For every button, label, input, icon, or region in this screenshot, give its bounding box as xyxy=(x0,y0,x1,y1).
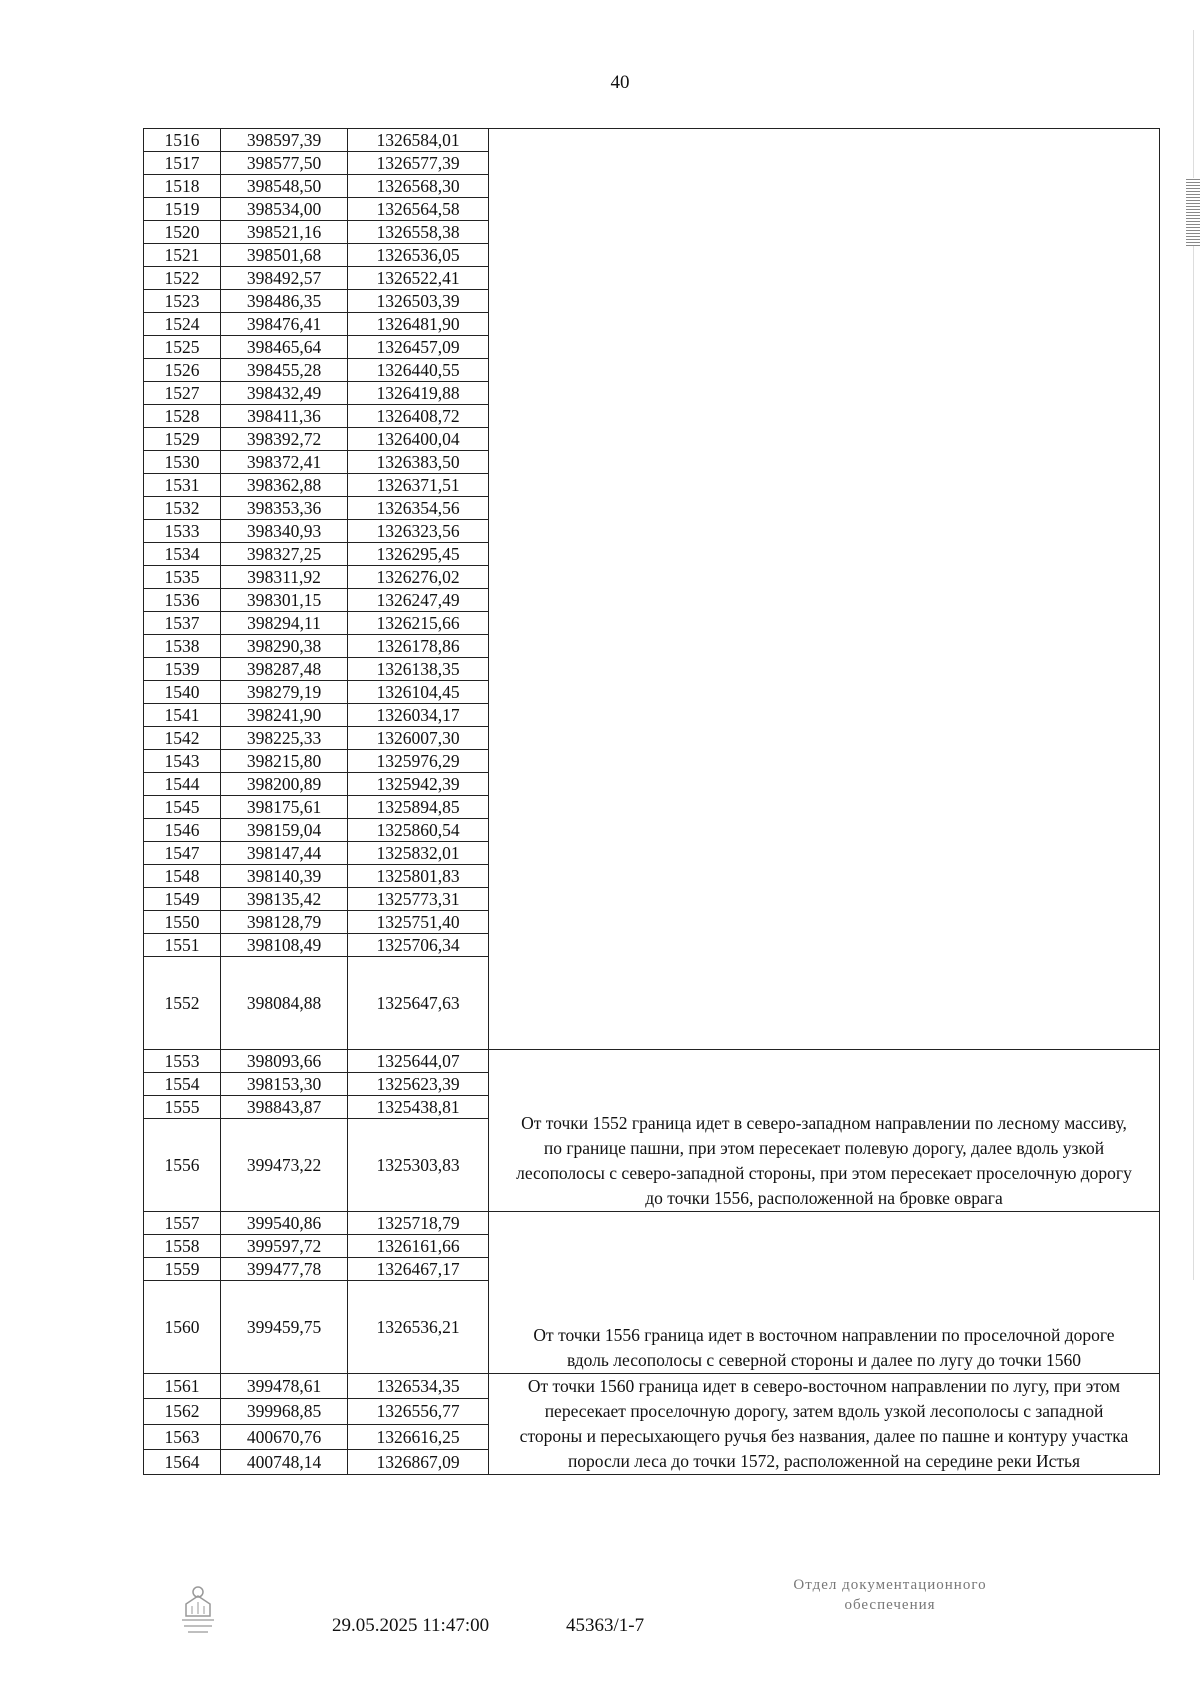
point-number: 1562 xyxy=(144,1399,221,1424)
y-coordinate: 1326408,72 xyxy=(348,405,489,428)
y-coordinate: 1325832,01 xyxy=(348,842,489,865)
x-coordinate: 398290,38 xyxy=(221,635,348,658)
y-coordinate: 1326568,30 xyxy=(348,175,489,198)
x-coordinate: 398084,88 xyxy=(221,957,348,1050)
y-coordinate: 1325894,85 xyxy=(348,796,489,819)
point-number: 1547 xyxy=(144,842,221,865)
x-coordinate: 399597,72 xyxy=(221,1235,348,1258)
point-number: 1557 xyxy=(144,1212,221,1235)
footer-datetime: 29.05.2025 11:47:00 xyxy=(332,1615,490,1636)
boundary-description: От точки 1556 граница идет в восточном направлении по проселочной дороге вдоль лесополосы с северной стороны и далее по лугу до точки 1560 xyxy=(489,1212,1160,1374)
point-number: 1528 xyxy=(144,405,221,428)
y-coordinate: 1325718,79 xyxy=(348,1212,489,1235)
y-coordinate: 1326534,35 xyxy=(348,1374,489,1399)
table-row xyxy=(144,1212,1160,1235)
y-coordinate: 1325773,31 xyxy=(348,888,489,911)
x-coordinate: 398843,87 xyxy=(221,1096,348,1119)
y-coordinate: 1326104,45 xyxy=(348,681,489,704)
x-coordinate: 398327,25 xyxy=(221,543,348,566)
x-coordinate: 398577,50 xyxy=(221,152,348,175)
point-number: 1525 xyxy=(144,336,221,359)
point-number: 1554 xyxy=(144,1073,221,1096)
point-number: 1558 xyxy=(144,1235,221,1258)
table-row xyxy=(144,1374,1160,1399)
y-coordinate: 1326323,56 xyxy=(348,520,489,543)
point-number: 1517 xyxy=(144,152,221,175)
x-coordinate: 398548,50 xyxy=(221,175,348,198)
x-coordinate: 398597,39 xyxy=(221,129,348,152)
point-number: 1538 xyxy=(144,635,221,658)
x-coordinate: 398200,89 xyxy=(221,773,348,796)
x-coordinate: 398279,19 xyxy=(221,681,348,704)
y-coordinate: 1326536,05 xyxy=(348,244,489,267)
x-coordinate: 398486,35 xyxy=(221,290,348,313)
scan-barcode-mark xyxy=(1186,178,1200,246)
y-coordinate: 1326354,56 xyxy=(348,497,489,520)
point-number: 1563 xyxy=(144,1424,221,1449)
point-number: 1549 xyxy=(144,888,221,911)
point-number: 1529 xyxy=(144,428,221,451)
y-coordinate: 1325647,63 xyxy=(348,957,489,1050)
point-number: 1518 xyxy=(144,175,221,198)
point-number: 1537 xyxy=(144,612,221,635)
x-coordinate: 398411,36 xyxy=(221,405,348,428)
y-coordinate: 1326584,01 xyxy=(348,129,489,152)
point-number: 1516 xyxy=(144,129,221,152)
y-coordinate: 1326577,39 xyxy=(348,152,489,175)
footer-doc-number: 45363/1-7 xyxy=(566,1615,645,1636)
boundary-description: От точки 1552 граница идет в северо-западном направлении по лесному массиву, по границе пашни, при этом пересекает полевую дорогу, далее вдоль узкой лесополосы с северо-западной стороны, при этом пересекает проселочную дорогу до точки 1556, расположенной на бровке оврага xyxy=(489,1050,1160,1212)
y-coordinate: 1326867,09 xyxy=(348,1449,489,1474)
x-coordinate: 398294,11 xyxy=(221,612,348,635)
y-coordinate: 1326400,04 xyxy=(348,428,489,451)
point-number: 1548 xyxy=(144,865,221,888)
x-coordinate: 398534,00 xyxy=(221,198,348,221)
y-coordinate: 1326034,17 xyxy=(348,704,489,727)
point-number: 1551 xyxy=(144,934,221,957)
x-coordinate: 398353,36 xyxy=(221,497,348,520)
stamp-line-2: обеспечения xyxy=(844,1597,936,1613)
description-empty-cell xyxy=(489,129,1160,1050)
y-coordinate: 1326161,66 xyxy=(348,1235,489,1258)
x-coordinate: 399473,22 xyxy=(221,1119,348,1212)
point-number: 1536 xyxy=(144,589,221,612)
x-coordinate: 398140,39 xyxy=(221,865,348,888)
y-coordinate: 1325706,34 xyxy=(348,934,489,957)
point-number: 1532 xyxy=(144,497,221,520)
point-number: 1524 xyxy=(144,313,221,336)
x-coordinate: 398108,49 xyxy=(221,934,348,957)
point-number: 1533 xyxy=(144,520,221,543)
y-coordinate: 1325303,83 xyxy=(348,1119,489,1212)
y-coordinate: 1326556,77 xyxy=(348,1399,489,1424)
x-coordinate: 398225,33 xyxy=(221,727,348,750)
point-number: 1519 xyxy=(144,198,221,221)
x-coordinate: 398372,41 xyxy=(221,451,348,474)
y-coordinate: 1326481,90 xyxy=(348,313,489,336)
x-coordinate: 398501,68 xyxy=(221,244,348,267)
x-coordinate: 398476,41 xyxy=(221,313,348,336)
x-coordinate: 398215,80 xyxy=(221,750,348,773)
x-coordinate: 398135,42 xyxy=(221,888,348,911)
point-number: 1553 xyxy=(144,1050,221,1073)
point-number: 1526 xyxy=(144,359,221,382)
y-coordinate: 1326467,17 xyxy=(348,1258,489,1281)
point-number: 1531 xyxy=(144,474,221,497)
y-coordinate: 1326178,86 xyxy=(348,635,489,658)
x-coordinate: 398521,16 xyxy=(221,221,348,244)
point-number: 1540 xyxy=(144,681,221,704)
x-coordinate: 400670,76 xyxy=(221,1424,348,1449)
x-coordinate: 399968,85 xyxy=(221,1399,348,1424)
y-coordinate: 1325438,81 xyxy=(348,1096,489,1119)
y-coordinate: 1325860,54 xyxy=(348,819,489,842)
point-number: 1555 xyxy=(144,1096,221,1119)
point-number: 1521 xyxy=(144,244,221,267)
point-number: 1556 xyxy=(144,1119,221,1212)
y-coordinate: 1326564,58 xyxy=(348,198,489,221)
stamp-line-1: Отдел документационного xyxy=(793,1577,987,1593)
y-coordinate: 1326383,50 xyxy=(348,451,489,474)
x-coordinate: 398362,88 xyxy=(221,474,348,497)
y-coordinate: 1326522,41 xyxy=(348,267,489,290)
point-number: 1523 xyxy=(144,290,221,313)
x-coordinate: 398340,93 xyxy=(221,520,348,543)
point-number: 1552 xyxy=(144,957,221,1050)
y-coordinate: 1326440,55 xyxy=(348,359,489,382)
point-number: 1560 xyxy=(144,1281,221,1374)
y-coordinate: 1325976,29 xyxy=(348,750,489,773)
x-coordinate: 398432,49 xyxy=(221,382,348,405)
x-coordinate: 398147,44 xyxy=(221,842,348,865)
point-number: 1535 xyxy=(144,566,221,589)
boundary-description: От точки 1560 граница идет в северо-восточном направлении по лугу, при этом пересекает проселочную дорогу, затем вдоль узкой лесополосы с западной стороны и пересыхающего ручья без названия, далее по пашне и контуру участка поросли леса до точки 1572, расположенной на середине реки Истья xyxy=(489,1374,1160,1475)
x-coordinate: 398159,04 xyxy=(221,819,348,842)
x-coordinate: 398311,92 xyxy=(221,566,348,589)
y-coordinate: 1326503,39 xyxy=(348,290,489,313)
page-number: 40 xyxy=(610,72,630,93)
y-coordinate: 1326276,02 xyxy=(348,566,489,589)
y-coordinate: 1325644,07 xyxy=(348,1050,489,1073)
point-number: 1561 xyxy=(144,1374,221,1399)
x-coordinate: 398287,48 xyxy=(221,658,348,681)
point-number: 1543 xyxy=(144,750,221,773)
y-coordinate: 1325801,83 xyxy=(348,865,489,888)
x-coordinate: 399477,78 xyxy=(221,1258,348,1281)
x-coordinate: 399478,61 xyxy=(221,1374,348,1399)
x-coordinate: 400748,14 xyxy=(221,1449,348,1474)
y-coordinate: 1326558,38 xyxy=(348,221,489,244)
y-coordinate: 1325942,39 xyxy=(348,773,489,796)
y-coordinate: 1326371,51 xyxy=(348,474,489,497)
x-coordinate: 398241,90 xyxy=(221,704,348,727)
x-coordinate: 398392,72 xyxy=(221,428,348,451)
x-coordinate: 398093,66 xyxy=(221,1050,348,1073)
table-row xyxy=(144,129,1160,152)
point-number: 1559 xyxy=(144,1258,221,1281)
department-stamp xyxy=(740,1575,1040,1615)
point-number: 1544 xyxy=(144,773,221,796)
emblem-icon xyxy=(178,1582,218,1634)
y-coordinate: 1326536,21 xyxy=(348,1281,489,1374)
point-number: 1520 xyxy=(144,221,221,244)
point-number: 1541 xyxy=(144,704,221,727)
point-number: 1527 xyxy=(144,382,221,405)
point-number: 1564 xyxy=(144,1449,221,1474)
x-coordinate: 399459,75 xyxy=(221,1281,348,1374)
point-number: 1534 xyxy=(144,543,221,566)
y-coordinate: 1326616,25 xyxy=(348,1424,489,1449)
x-coordinate: 398465,64 xyxy=(221,336,348,359)
point-number: 1550 xyxy=(144,911,221,934)
y-coordinate: 1326295,45 xyxy=(348,543,489,566)
x-coordinate: 399540,86 xyxy=(221,1212,348,1235)
coordinates-table xyxy=(143,128,1160,1475)
table-row xyxy=(144,1050,1160,1073)
y-coordinate: 1326215,66 xyxy=(348,612,489,635)
y-coordinate: 1326457,09 xyxy=(348,336,489,359)
x-coordinate: 398175,61 xyxy=(221,796,348,819)
x-coordinate: 398153,30 xyxy=(221,1073,348,1096)
point-number: 1539 xyxy=(144,658,221,681)
point-number: 1546 xyxy=(144,819,221,842)
x-coordinate: 398455,28 xyxy=(221,359,348,382)
point-number: 1542 xyxy=(144,727,221,750)
point-number: 1530 xyxy=(144,451,221,474)
point-number: 1522 xyxy=(144,267,221,290)
y-coordinate: 1325623,39 xyxy=(348,1073,489,1096)
x-coordinate: 398492,57 xyxy=(221,267,348,290)
x-coordinate: 398301,15 xyxy=(221,589,348,612)
y-coordinate: 1326007,30 xyxy=(348,727,489,750)
y-coordinate: 1325751,40 xyxy=(348,911,489,934)
y-coordinate: 1326247,49 xyxy=(348,589,489,612)
y-coordinate: 1326419,88 xyxy=(348,382,489,405)
y-coordinate: 1326138,35 xyxy=(348,658,489,681)
x-coordinate: 398128,79 xyxy=(221,911,348,934)
point-number: 1545 xyxy=(144,796,221,819)
